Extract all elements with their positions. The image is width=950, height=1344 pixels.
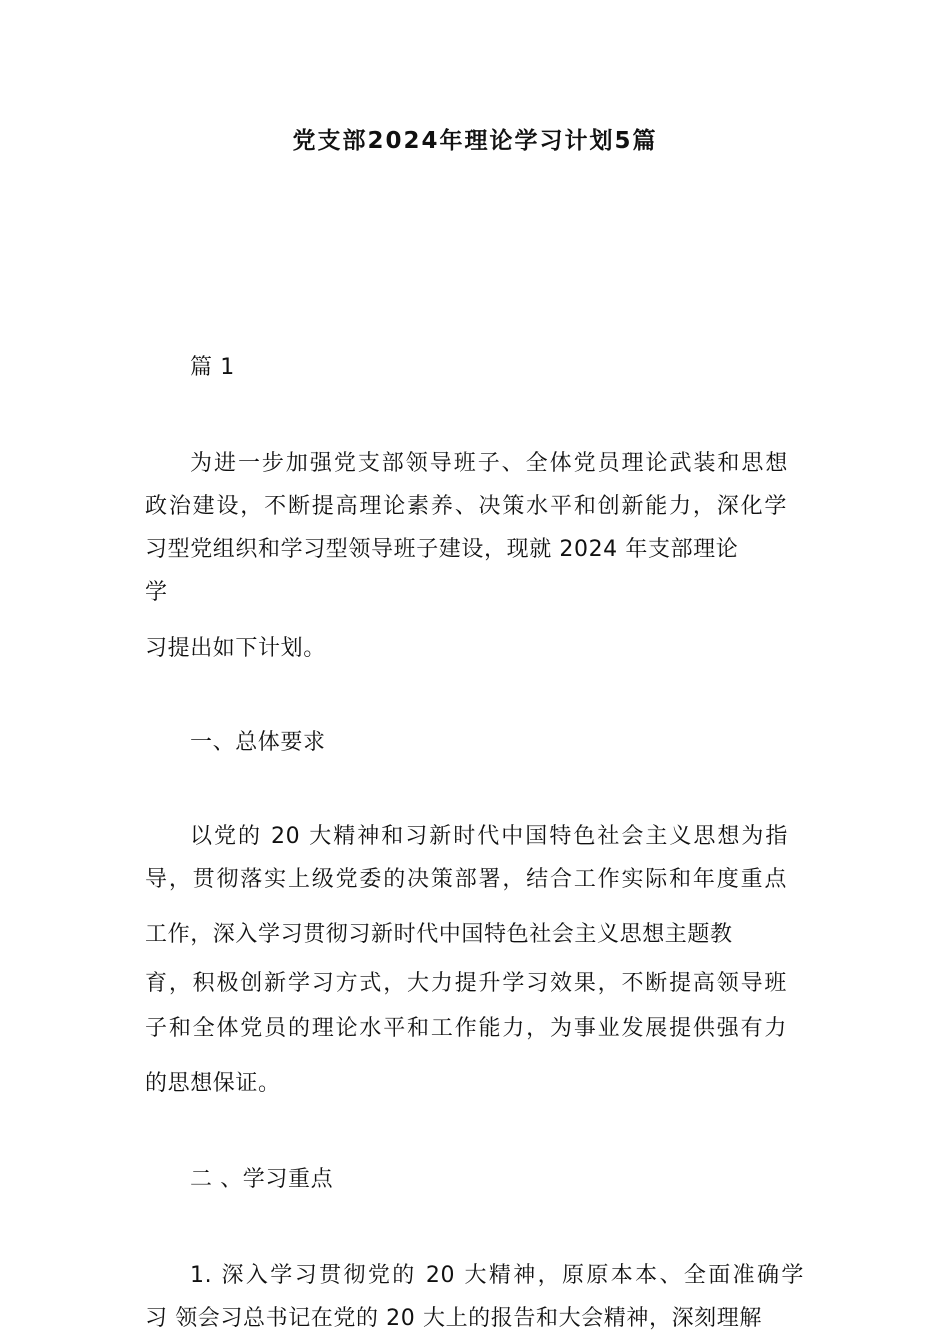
heading-key-points: 二 、学习重点 xyxy=(190,1167,334,1192)
requirements-line-6: 的思想保证。 xyxy=(145,1071,281,1096)
key-points-line-2: 习 领会习总书记在党的 20 大上的报告和大会精神，深刻理解 xyxy=(145,1306,762,1331)
key-points-line-1: 1. 深入学习贯彻党的 20 大精神，原原本本、全面准确学 xyxy=(190,1263,804,1288)
requirements-line-4: 育，积极创新学习方式，大力提升学习效果，不断提高领导班 xyxy=(145,971,787,996)
section-label: 篇 1 xyxy=(190,355,235,380)
intro-line-1: 为进一步加强党支部领导班子、全体党员理论武装和思想 xyxy=(190,451,788,476)
intro-line-4: 学 xyxy=(145,580,168,605)
requirements-line-5: 子和全体党员的理论水平和工作能力，为事业发展提供强有力 xyxy=(145,1016,787,1041)
requirements-line-3: 工作，深入学习贯彻习新时代中国特色社会主义思想主题教 xyxy=(145,922,733,947)
intro-line-5: 习提出如下计划。 xyxy=(145,636,326,661)
heading-general-requirements: 一、总体要求 xyxy=(190,730,326,755)
requirements-line-2: 导，贯彻落实上级党委的决策部署，结合工作实际和年度重点 xyxy=(145,867,787,892)
intro-line-3: 习型党组织和学习型领导班子建设，现就 2024 年支部理论 xyxy=(145,537,739,562)
document-title: 党支部2024年理论学习计划5篇 xyxy=(292,128,658,154)
requirements-line-1: 以党的 20 大精神和习新时代中国特色社会主义思想为指 xyxy=(190,824,788,849)
intro-line-2: 政治建设，不断提高理论素养、决策水平和创新能力，深化学 xyxy=(145,494,787,519)
